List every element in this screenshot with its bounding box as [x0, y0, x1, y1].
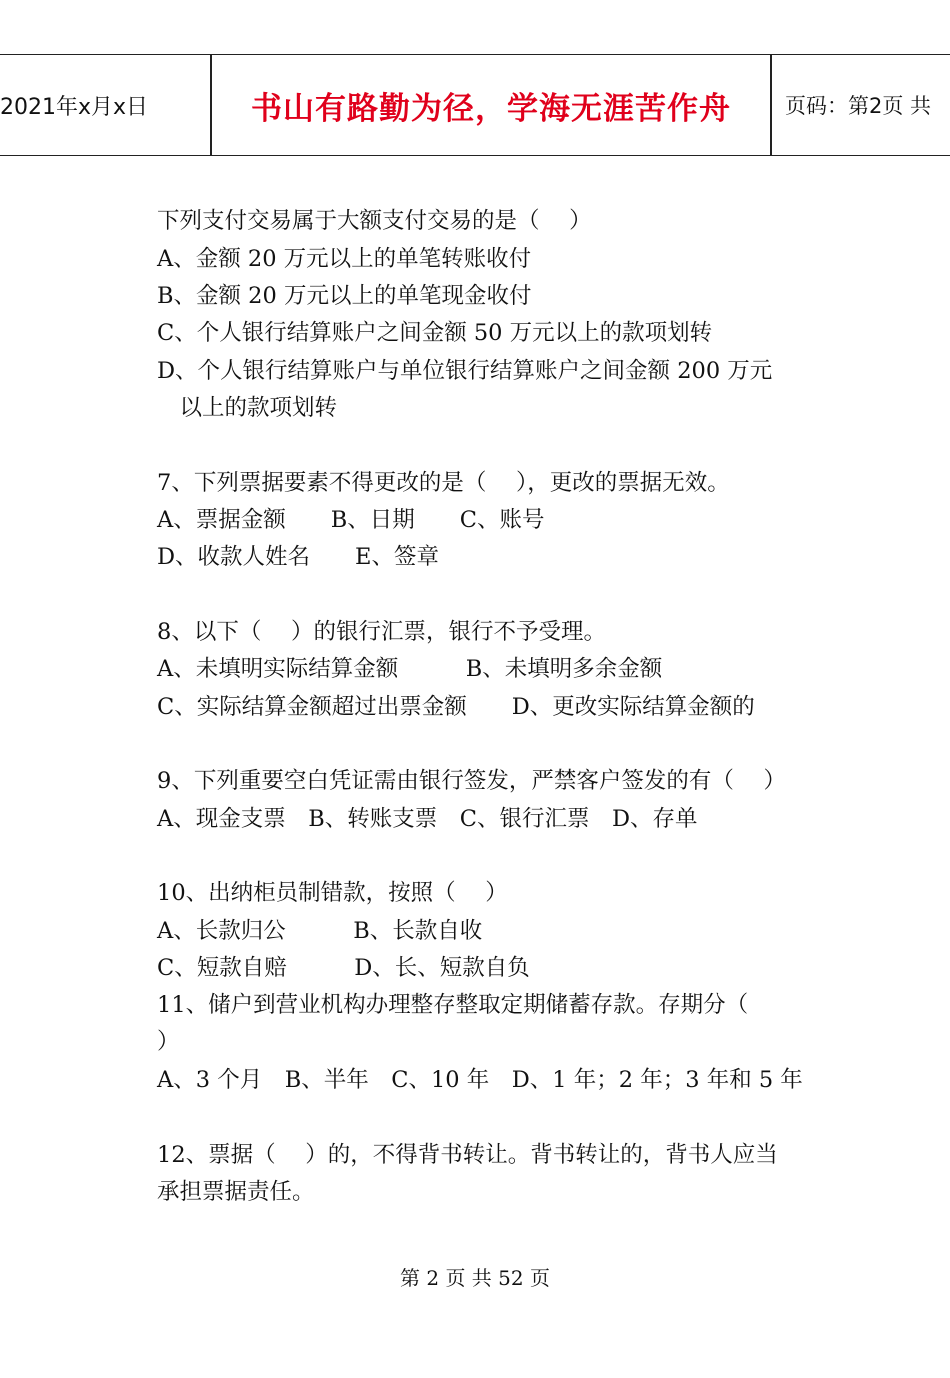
text-line: 12、票据（ ）的，不得背书转让。背书转让的，背书人应当: [157, 1142, 778, 1168]
text-line: A、金额 20 万元以上的单笔转账收付: [157, 246, 532, 272]
text-line: A、3 个月 B、半年 C、10 年 D、1 年；2 年；3 年和 5 年: [157, 1067, 803, 1093]
header-motto: 书山有路勤为径，学海无涯苦作舟: [251, 90, 731, 127]
header-divider: [770, 55, 772, 155]
text-line: 以上的款项划转: [157, 395, 338, 421]
text-line: A、现金支票 B、转账支票 C、银行汇票 D、存单: [157, 806, 698, 832]
text-line: A、票据金额 B、日期 C、账号: [157, 507, 545, 533]
text-line: 11、储户到营业机构办理整存整取定期储蓄存款。存期分（: [157, 992, 749, 1018]
text-line: A、未填明实际结算金额 B、未填明多余金额: [157, 656, 663, 682]
text-line: 8、以下（ ）的银行汇票，银行不予受理。: [157, 619, 606, 645]
text-line: B、金额 20 万元以上的单笔现金收付: [157, 283, 532, 309]
text-line: C、个人银行结算账户之间金额 50 万元以上的款项划转: [157, 320, 713, 346]
page-header: [0, 54, 950, 156]
text-line: 下列支付交易属于大额支付交易的是（ ）: [157, 208, 592, 234]
text-line: 9、下列重要空白凭证需由银行签发，严禁客户签发的有（ ）: [157, 768, 786, 794]
text-line: D、收款人姓名 E、签章: [157, 544, 439, 570]
text-line: A、长款归公 B、长款自收: [157, 918, 483, 944]
text-line: 10、出纳柜员制错款，按照（ ）: [157, 880, 508, 906]
text-line: C、实际结算金额超过出票金额 D、更改实际结算金额的: [157, 694, 755, 720]
text-line: C、短款自赔 D、长、短款自负: [157, 955, 530, 981]
text-line: 承担票据责任。: [157, 1179, 315, 1205]
text-line: ）: [157, 1029, 180, 1055]
text-line: 7、下列票据要素不得更改的是（ ），更改的票据无效。: [157, 470, 730, 496]
text-line: D、个人银行结算账户与单位银行结算账户之间金额 200 万元: [157, 358, 773, 384]
header-date: 2021年x月x日: [0, 94, 149, 120]
header-page-label: 页码：第2页 共: [785, 94, 932, 118]
page-footer: 第 2 页 共 52 页: [400, 1266, 550, 1290]
